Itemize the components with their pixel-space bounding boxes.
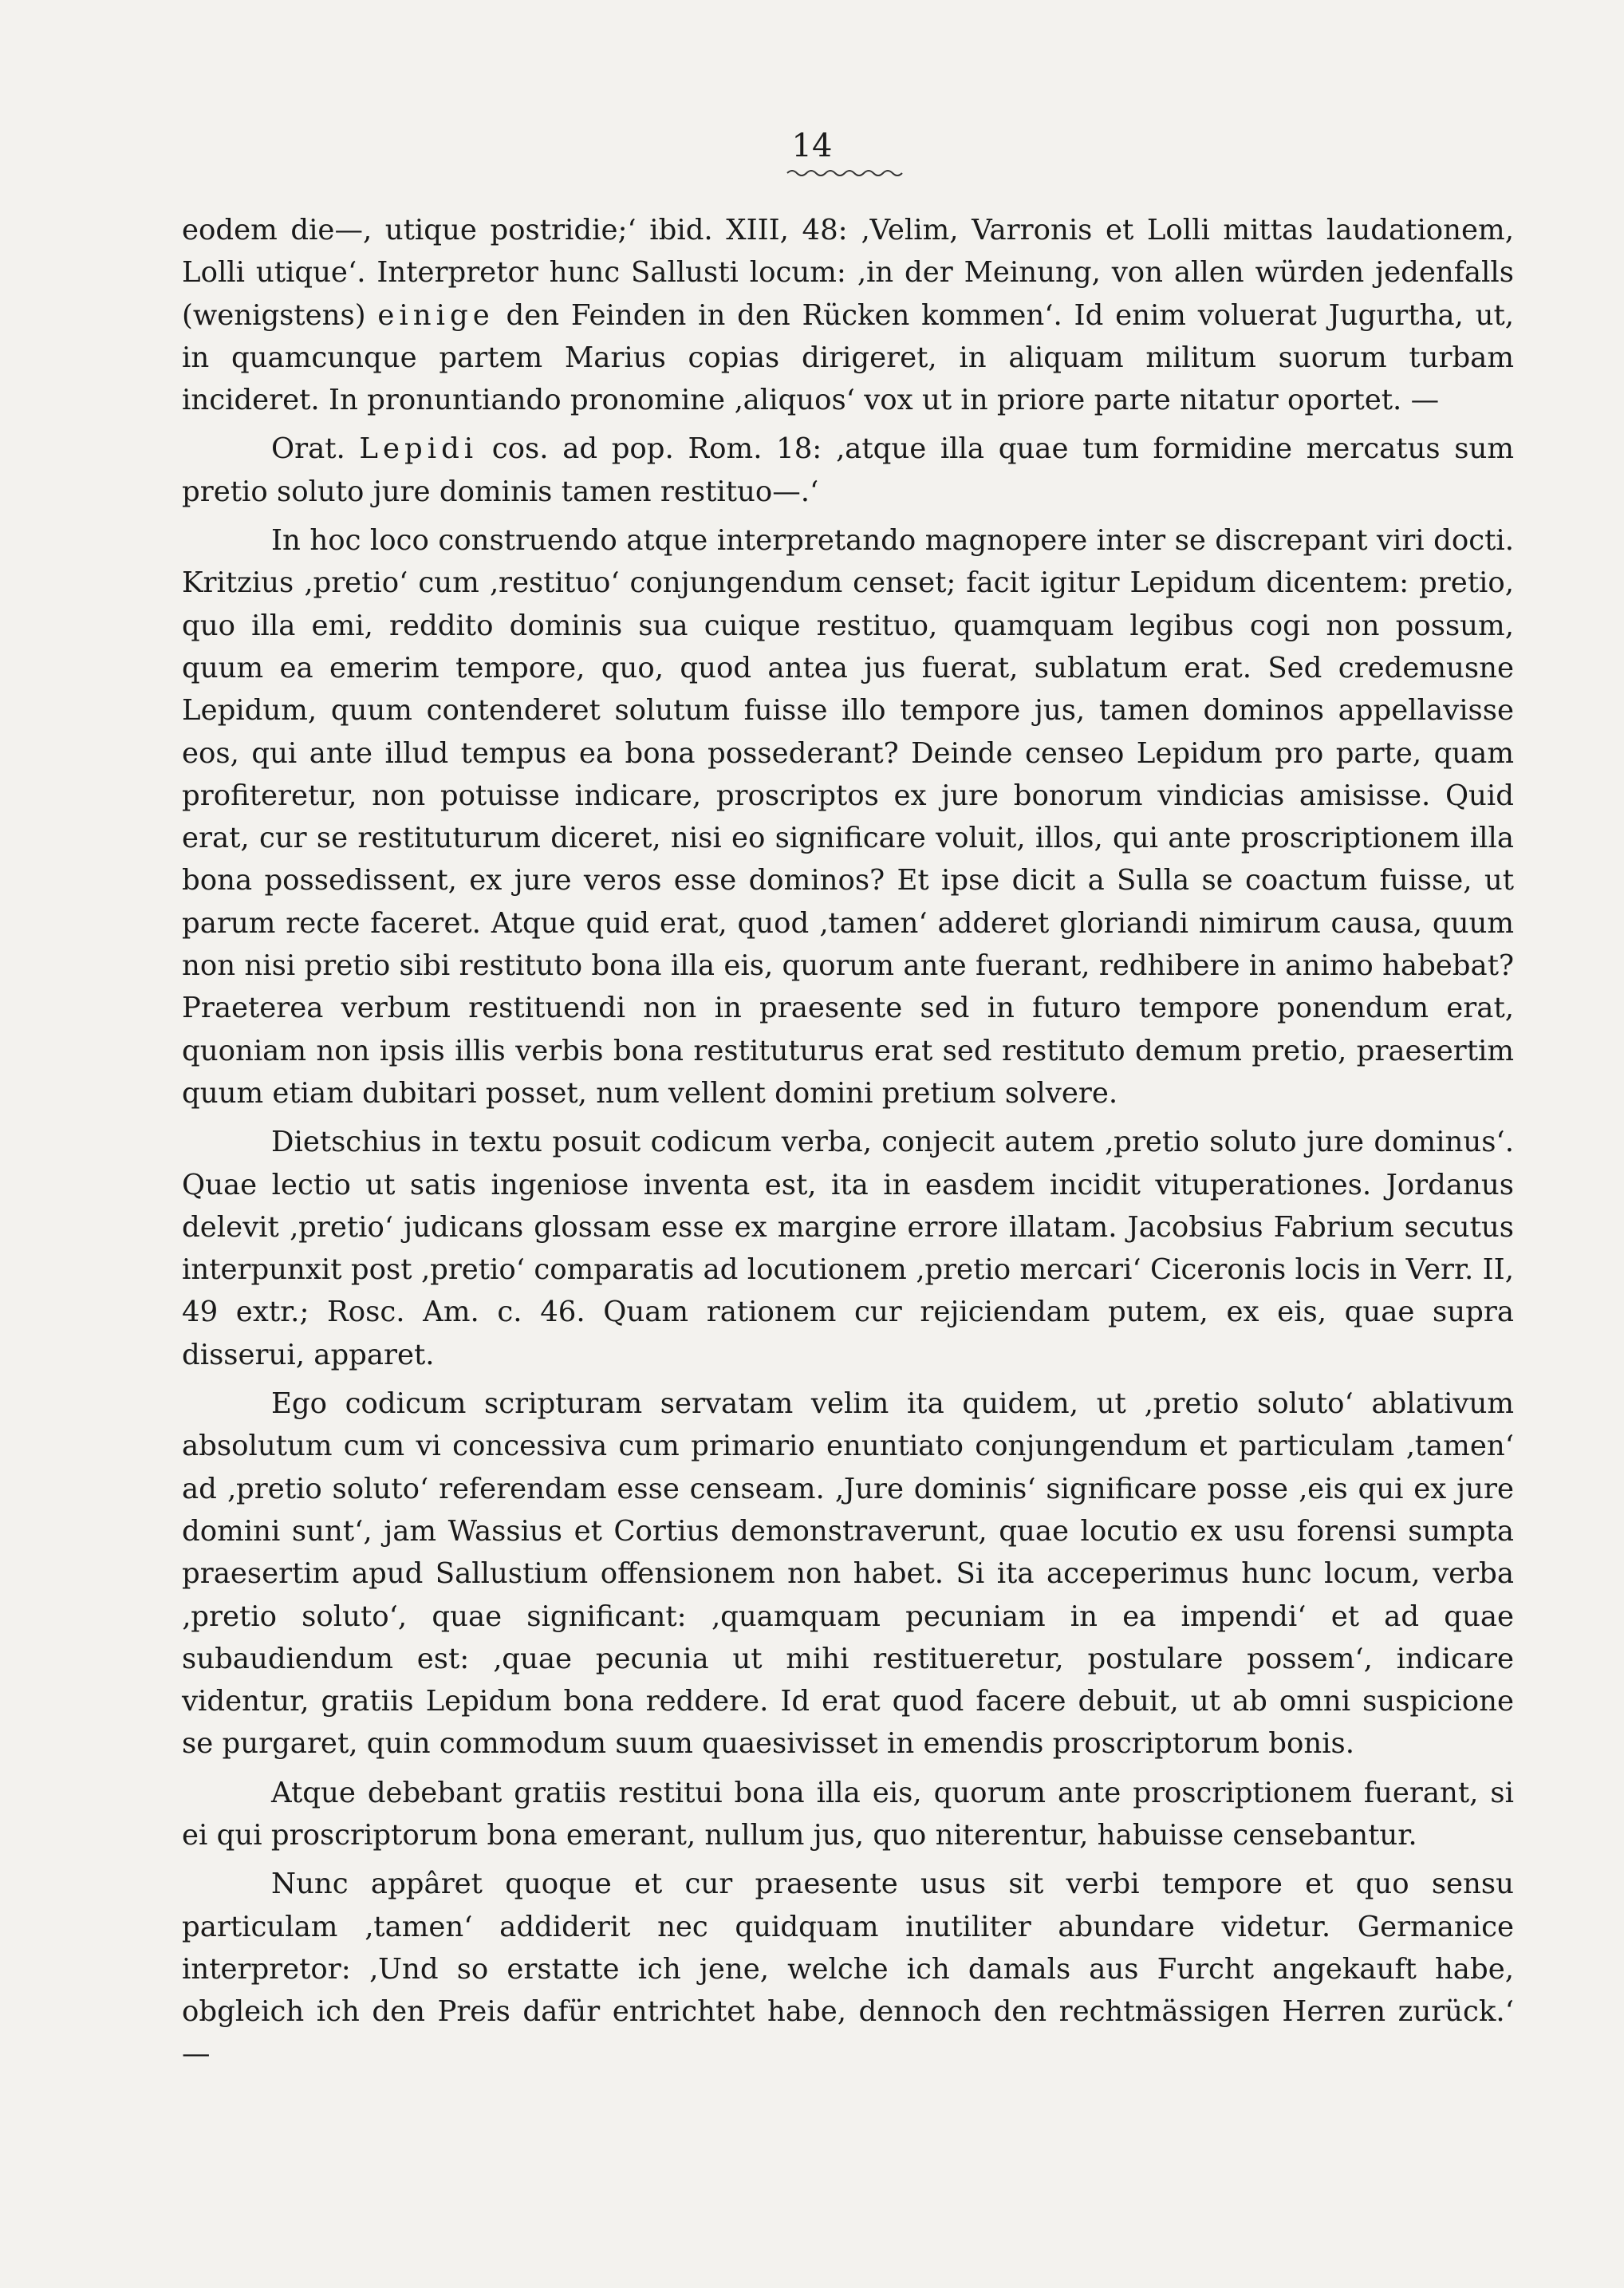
spaced-word-einige: einige — [377, 298, 495, 332]
paragraph-3: In hoc loco construendo atque interpretando magnopere inter se discrepant viri docti. Kritzius ‚pretio‘ cum ‚restituo‘ conjungendum censet; facit igitur Lepidum dicentem: pretio, quo illa emi, reddito dominis sua cuique restituo, quamquam legibus cogi non possum, quum ea emerim tempore, quo, quod antea jus fuerat, sublatum erat. Sed credemusne Lepidum, quum contenderet solutum fuisse illo tempore jus, tamen dominos appellavisse eos, qui ante illud tempus ea bona possederant? Deinde censeo Lepidum pro parte, quam profiteretur, non potuisse indicare, proscriptos ex jure bonorum vindicias amisisse. Quid erat, cur se restituturum diceret, nisi eo significare voluit, illos, qui ante proscriptionem illa bona possedissent, ex jure veros esse dominos? Et ipse dicit a Sulla se coactum fuisse, ut parum recte faceret. Atque quid erat, quod ‚tamen‘ adderet gloriandi nimirum causa, quum non nisi pretio sibi restituto bona illa eis, quorum ante fuerant, redhibere in animo habebat? Praeterea verbum restituendi non in praesente sed in futuro tempore ponendum erat, quoniam non ipsis illis verbis bona restituturus erat sed restituto demum pretio, praesertim quum etiam dubitari posset, num vellent domini pretium solvere. — [182, 524, 1514, 1110]
paragraph-7: Nunc appâret quoque et cur praesente usus sit verbi tempore et quo sensu particulam ‚tamen‘ addiderit nec quidquam inutiliter abundare videtur. Germanice interpretor: ‚Und so erstatte ich jene, welche ich damals aus Furcht angekauft habe, obgleich ich den Preis dafür entrichtet habe, dennoch den rechtmässigen Herren zurück.‘ — — [182, 1868, 1514, 2071]
paragraph-4: Dietschius in textu posuit codicum verba, conjecit autem ‚pretio soluto jure dominus‘. Quae lectio ut satis ingeniose inventa est, ita in easdem incidit vituperationes. Jordanus delevit ‚pretio‘ judicans glossam esse ex margine errore illatam. Jacobsius Fabrium secutus interpunxit post ‚pretio‘ comparatis ad locutionem ‚pretio mercari‘ Ciceronis locis in Verr. II, 49 extr.; Rosc. Am. c. 46. Quam rationem cur rejiciendam putem, ex eis, quae supra disserui, apparet. — [182, 1126, 1514, 1371]
body-text — [182, 209, 1514, 2076]
spaced-word-lepidi: Lepidi — [359, 432, 479, 466]
paragraph-5: Ego codicum scripturam servatam velim ita quidem, ut ‚pretio soluto‘ ablativum absolutum cum vi concessiva cum primario enuntiato conjungendum et particulam ‚tamen‘ ad ‚pretio soluto‘ referendam esse censeam. ‚Jure dominis‘ significare posse ‚eis qui ex jure domini sunt‘, jam Wassius et Cortius demonstraverunt, quae locutio ex usu forensi sumpta praesertim apud Sallustium offensionem non habet. Si ita acceperimus hunc locum, verba ‚pretio soluto‘, quae significant: ‚quamquam pecuniam in ea impendi‘ et ad quae subaudiendum est: ‚quae pecunia ut mihi restitueretur, postulare possem‘, indicare videntur, gratiis Lepidum bona reddere. Id erat quod facere debuit, ut ab omni suspicione se purgaret, quin commodum suum quaesivisset in emendis proscriptorum bonis. — [182, 1387, 1514, 1761]
paragraph-6: Atque debebant gratiis restitui bona illa eis, quorum ante proscriptionem fuerant, si ei qui proscriptorum bona emerant, nullum jus, quo niterentur, habuisse censebantur. — [182, 1776, 1514, 1852]
paragraph-2-text: cos. ad pop. Rom. 18: ‚atque illa quae tum formidine mercatus sum pretio soluto jure dominis tamen restituo—.‘ — [182, 432, 1514, 508]
paragraph-2 — [182, 428, 1514, 513]
paragraph-2-prefix: Orat. — [271, 432, 360, 466]
paragraph-1 — [182, 209, 1514, 421]
page-number: 14 — [791, 128, 833, 164]
paragraph-1-text: eodem die—, utique postridie;‘ ibid. XIII, 48: ‚Velim, Varronis et Lolli mittas laudationem, Lolli utique‘. Interpretor hunc Sallusti locum: ‚in der Meinung, von allen würden jedenfalls (wenigstens) — [182, 214, 1514, 332]
paragraph-1-text-after: den Feinden in den Rücken kommen‘. Id enim voluerat Jugurtha, ut, in quamcunque partem Marius copias dirigeret, in aliquam militum suorum turbam incideret. In pronuntiando pronomine ‚aliquos‘ vox ut in priore parte nitatur oportet. — — [182, 298, 1514, 417]
wavy-underline-ornament — [786, 168, 905, 179]
